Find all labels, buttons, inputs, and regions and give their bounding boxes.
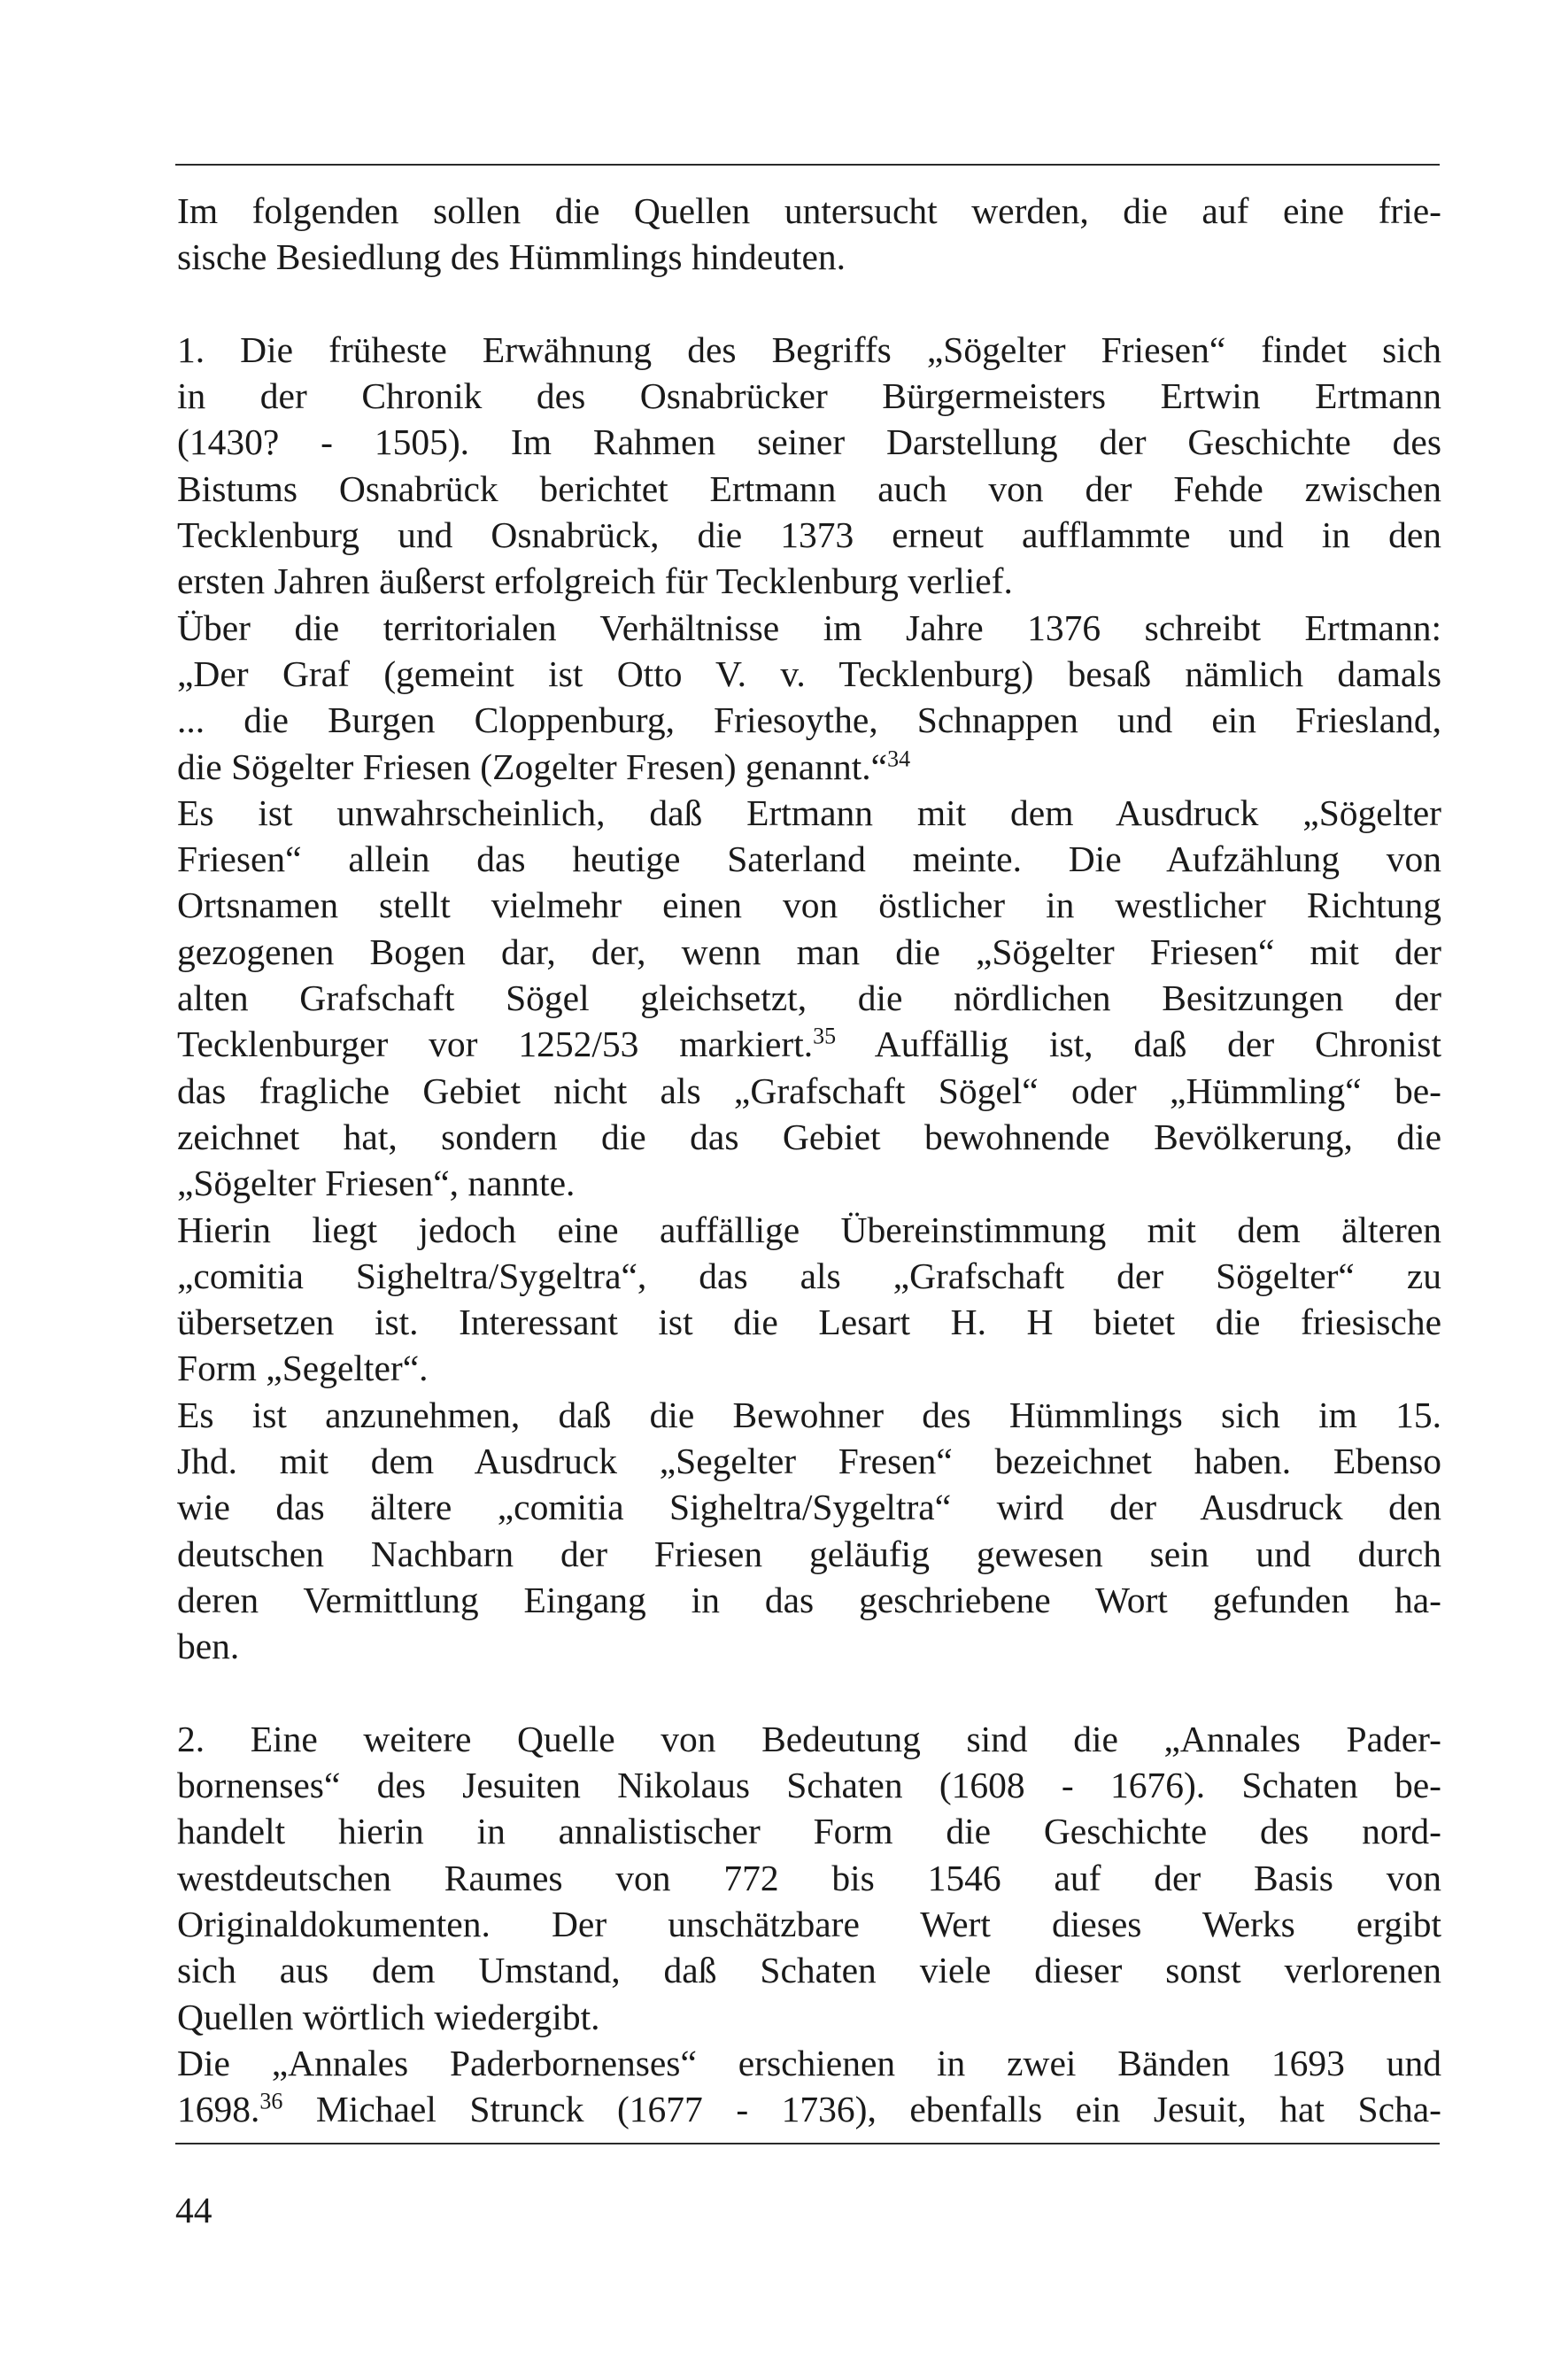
paragraph <box>177 188 1441 281</box>
line-text: Bistums Osnabrück berichtet Ertmann auch von der Fehde zwischen <box>177 468 1441 509</box>
line-text: Friesen“ allein das heutige Saterland meinte. Die Aufzählung von <box>177 838 1441 880</box>
text-line <box>177 1994 1441 2040</box>
text-line <box>177 558 1441 604</box>
text-line <box>177 1068 1441 1114</box>
footnote-marker: 36 <box>259 2088 283 2114</box>
line-text: ben. <box>177 1626 240 1667</box>
line-text: Jhd. mit dem Ausdruck „Segelter Fresen“ bezeichnet haben. Ebenso <box>177 1441 1441 1482</box>
text-line <box>177 882 1441 928</box>
line-text: das fragliche Gebiet nicht als „Grafschaft Sögel“ oder „Hümmling“ be- <box>177 1070 1441 1111</box>
line-text: Ortsnamen stellt vielmehr einen von östlicher in westlicher Richtung <box>177 885 1441 926</box>
line-text: Im folgenden sollen die Quellen untersucht werden, die auf eine frie- <box>177 190 1441 231</box>
text-line <box>177 188 1441 234</box>
line-text: 1. Die früheste Erwähnung des Begriffs „Sögelter Friesen“ findet sich <box>177 328 1441 370</box>
line-text-continued: Auffällig ist, daß der Chronist <box>836 1024 1441 1065</box>
text-line <box>177 1808 1441 1854</box>
text-line <box>177 836 1441 882</box>
line-text: Es ist unwahrscheinlich, daß Ertmann mit dem Ausdruck „Sögelter <box>177 792 1441 833</box>
line-text: 1698. <box>177 2089 260 2130</box>
text-line <box>177 1484 1441 1530</box>
line-text: wie das ältere „comitia Sigheltra/Sygeltra“ wird der Ausdruck den <box>177 1487 1441 1528</box>
line-text: die Sögelter Friesen (Zogelter Fresen) genannt.“ <box>177 746 888 787</box>
paragraph-gap <box>177 1670 1441 1716</box>
footnote-marker: 34 <box>887 746 911 772</box>
text-line <box>177 1947 1441 1993</box>
line-text: Form „Segelter“. <box>177 1348 429 1389</box>
line-text: „Der Graf (gemeint ist Otto V. v. Tecklenburg) besaß nämlich damals <box>177 653 1441 694</box>
line-text: Tecklenburger vor 1252/53 markiert. <box>177 1024 814 1065</box>
line-text: zeichnet hat, sondern die das Gebiet bewohnende Bevölkerung, die <box>177 1116 1441 1157</box>
text-line <box>177 1623 1441 1669</box>
body-text <box>177 188 1441 2132</box>
text-line <box>177 1160 1441 1206</box>
text-line <box>177 790 1441 836</box>
text-line <box>177 697 1441 743</box>
line-text: westdeutschen Raumes von 772 bis 1546 auf der Basis von <box>177 1857 1441 1898</box>
line-text: Tecklenburg und Osnabrück, die 1373 erneut aufflammte und in den <box>177 514 1441 556</box>
page-number: 44 <box>175 2190 212 2230</box>
line-text: handelt hierin in annalistischer Form die Geschichte des nord- <box>177 1811 1441 1852</box>
text-line <box>177 1438 1441 1484</box>
paragraph <box>177 327 1441 1670</box>
line-text: übersetzen ist. Interessant ist die Lesart H. H bietet die friesische <box>177 1302 1441 1343</box>
text-line <box>177 373 1441 419</box>
text-line <box>177 1207 1441 1253</box>
line-text: Originaldokumenten. Der unschätzbare Wert dieses Werks ergibt <box>177 1903 1441 1944</box>
text-line <box>177 1716 1441 1762</box>
text-line <box>177 929 1441 975</box>
line-text: in der Chronik des Osnabrücker Bürgermeisters Ertwin Ertmann <box>177 375 1441 417</box>
text-line <box>177 651 1441 697</box>
line-text: Es ist anzunehmen, daß die Bewohner des Hümmlings sich im 15. <box>177 1394 1441 1435</box>
text-line <box>177 1531 1441 1577</box>
footnote-marker: 35 <box>813 1024 837 1050</box>
text-line <box>177 1392 1441 1438</box>
text-line <box>177 466 1441 512</box>
line-text: Über die territorialen Verhältnisse im Jahre 1376 schreibt Ertmann: <box>177 607 1441 648</box>
text-line <box>177 1577 1441 1623</box>
line-text: (1430? - 1505). Im Rahmen seiner Darstellung der Geschichte des <box>177 421 1441 463</box>
text-line <box>177 1762 1441 1808</box>
text-line <box>177 234 1441 280</box>
top-rule <box>175 164 1440 166</box>
text-line <box>177 1901 1441 1947</box>
text-line <box>177 1299 1441 1345</box>
line-text: sich aus dem Umstand, daß Schaten viele dieser sonst verlorenen <box>177 1950 1441 1991</box>
text-line <box>177 419 1441 465</box>
line-text-continued: Michael Strunck (1677 - 1736), ebenfalls ein Jesuit, hat Scha- <box>282 2089 1441 2130</box>
line-text: deren Vermittlung Eingang in das geschriebene Wort gefunden ha- <box>177 1579 1441 1620</box>
text-line <box>177 2040 1441 2086</box>
text-line <box>177 1345 1441 1391</box>
text-line <box>177 1021 1441 1067</box>
text-line <box>177 1114 1441 1160</box>
text-line <box>177 1855 1441 1901</box>
line-text: ... die Burgen Cloppenburg, Friesoythe, Schnappen und ein Friesland, <box>177 699 1441 741</box>
text-line <box>177 327 1441 373</box>
line-text: bornenses“ des Jesuiten Nikolaus Schaten (1608 - 1676). Schaten be- <box>177 1765 1441 1806</box>
text-line <box>177 1253 1441 1299</box>
text-line <box>177 975 1441 1021</box>
line-text: sische Besiedlung des Hümmlings hindeuten. <box>177 236 846 278</box>
line-text: ersten Jahren äußerst erfolgreich für Tecklenburg verlief. <box>177 560 1013 602</box>
paragraph-gap <box>177 281 1441 327</box>
text-line <box>177 605 1441 651</box>
line-text: „comitia Sigheltra/Sygeltra“, das als „Grafschaft der Sögelter“ zu <box>177 1255 1441 1296</box>
line-text: „Sögelter Friesen“, nannte. <box>177 1163 576 1204</box>
line-text: deutschen Nachbarn der Friesen geläufig gewesen sein und durch <box>177 1533 1441 1574</box>
line-text: gezogenen Bogen dar, der, wenn man die „Sögelter Friesen“ mit der <box>177 931 1441 972</box>
paragraph <box>177 1716 1441 2133</box>
line-text: Die „Annales Paderbornenses“ erschienen in zwei Bänden 1693 und <box>177 2042 1441 2083</box>
line-text: 2. Eine weitere Quelle von Bedeutung sind die „Annales Pader- <box>177 1718 1441 1759</box>
bottom-rule <box>175 2143 1440 2144</box>
text-line <box>177 512 1441 558</box>
text-line <box>177 744 1441 790</box>
line-text: Hierin liegt jedoch eine auffällige Übereinstimmung mit dem älteren <box>177 1209 1441 1250</box>
text-line <box>177 2086 1441 2132</box>
line-text: Quellen wörtlich wiedergibt. <box>177 1996 600 2037</box>
line-text: alten Grafschaft Sögel gleichsetzt, die nördlichen Besitzungen der <box>177 978 1441 1019</box>
